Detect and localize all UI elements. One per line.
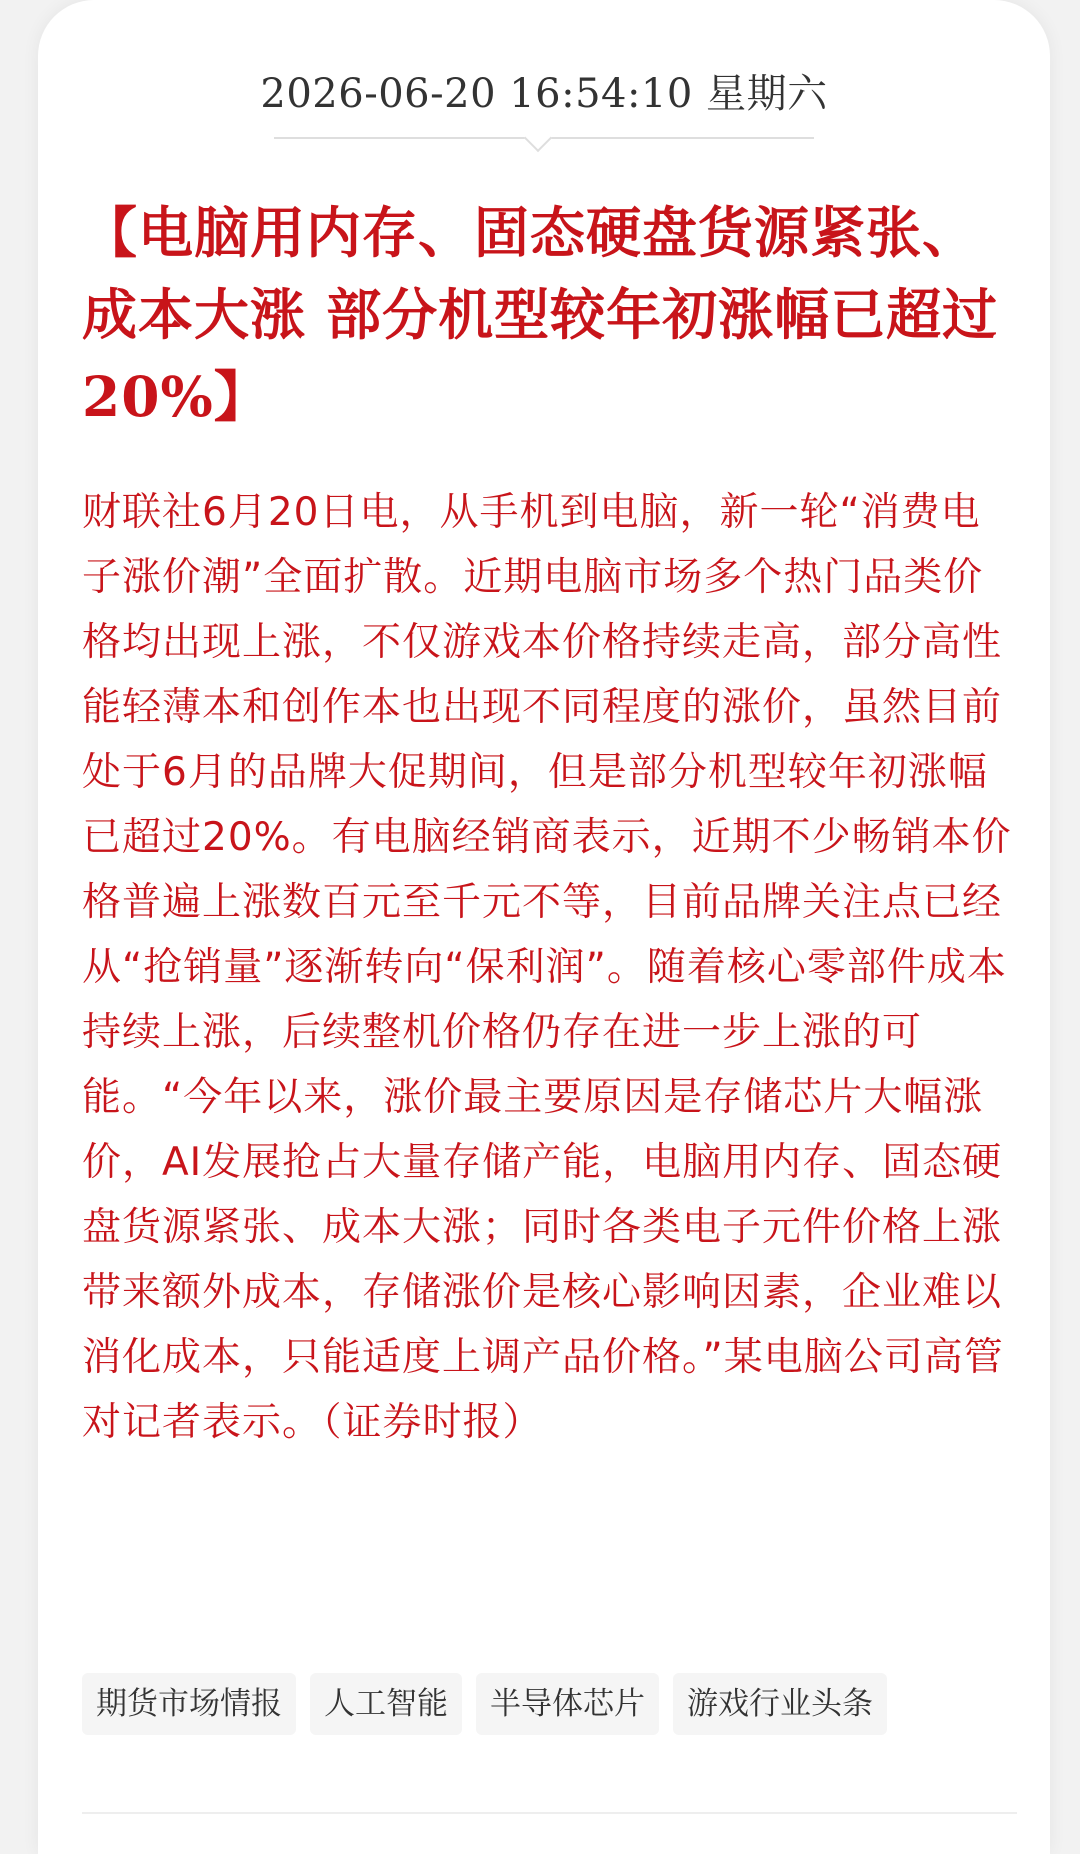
tag-futures-market-intel[interactable]: 期货市场情报 (82, 1673, 296, 1735)
article-card (38, 0, 1050, 1854)
article-headline: 【电脑用内存、固态硬盘货源紧张、成本大涨 部分机型较年初涨幅已超过20%】 (82, 200, 999, 429)
article-body: 财联社6月20日电，从手机到电脑，新一轮“消费电子涨价潮”全面扩散。近期电脑市场多个热门品类价格均出现上涨，不仅游戏本价格持续走高，部分高性能轻薄本和创作本也出现不同程度的涨价，虽然目前处于6月的品牌大促期间，但是部分机型较年初涨幅已超过20%。有电脑经销商表示，近期不少畅销本价格普遍上涨数百元至千元不等，目前品牌关注点已经从“抢销量”逐渐转向“保利润”。随着核心零部件成本持续上涨，后续整机价格仍存在进一步上涨的可能。“今年以来，涨价最主要原因是存储芯片大幅涨价，AI发展抢占大量存储产能，电脑用内存、固态硬盘货源紧张、成本大涨；同时各类电子元件价格上涨带来额外成本，存储涨价是核心影响因素，企业难以消化成本，只能适度上调产品价格。”某电脑公司高管对记者表示。（证券时报） (82, 490, 1012, 1445)
publish-date: 2026-06-20 16:54:10 星期六 (260, 71, 828, 117)
tag-semiconductor-chips[interactable]: 半导体芯片 (476, 1673, 659, 1735)
date-divider-notch (524, 124, 552, 152)
tag-list (82, 1673, 887, 1735)
tag-artificial-intelligence[interactable]: 人工智能 (310, 1673, 462, 1735)
tag-gaming-industry-headlines[interactable]: 游戏行业头条 (673, 1673, 887, 1735)
bottom-divider (82, 1812, 1017, 1814)
